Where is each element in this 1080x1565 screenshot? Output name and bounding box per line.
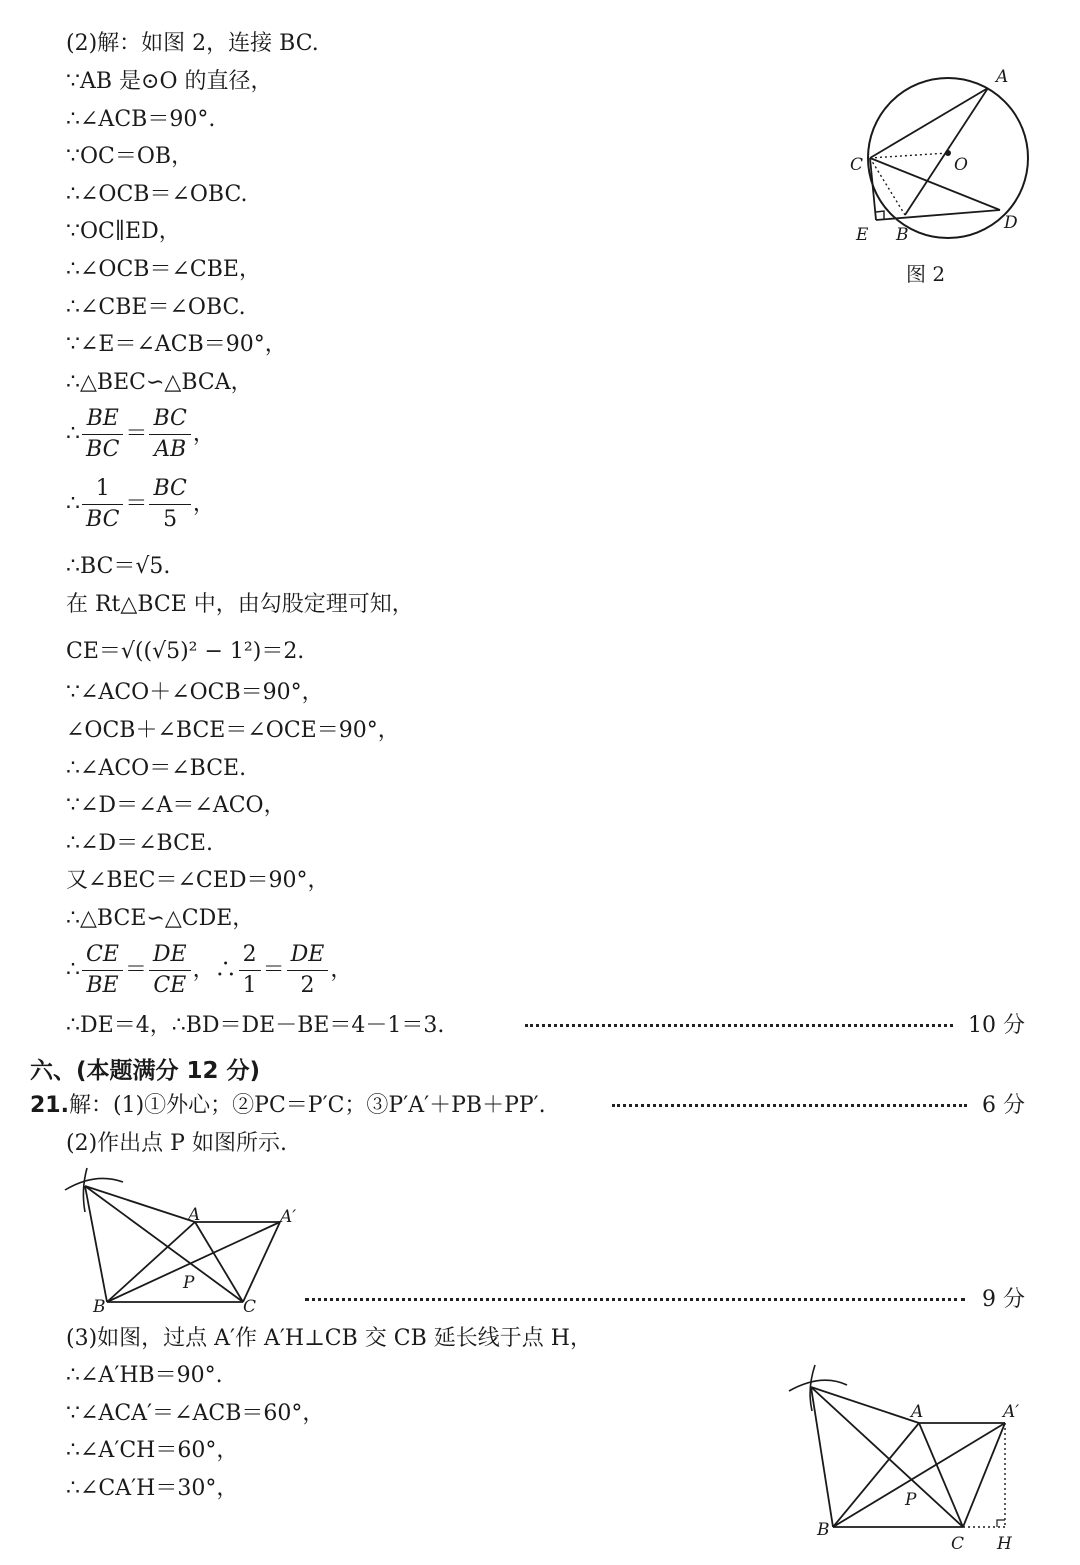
label-c: C bbox=[850, 155, 864, 175]
q21-answer-1: 解：(1)①外心；②PC＝P′C；③P′A′＋PB＋PP′. bbox=[68, 1093, 546, 1118]
therefore-symbol: ∴ bbox=[66, 491, 80, 517]
solution-line: ∴BC＝√5. bbox=[66, 554, 171, 579]
solution-line: ∵∠D＝∠A＝∠ACO， bbox=[66, 793, 286, 818]
segment-p-prime-b bbox=[85, 1186, 107, 1302]
solution-line: ∵AB 是⊙O 的直径， bbox=[66, 69, 273, 94]
segment-ac bbox=[919, 1423, 963, 1527]
right-angle-mark bbox=[997, 1520, 1005, 1527]
solution-line: ∴DE＝4，∴BD＝DE－BE＝4－1＝3. bbox=[66, 1013, 445, 1038]
numerator: DE bbox=[287, 942, 329, 971]
denominator: BE bbox=[86, 973, 119, 998]
label-e: E bbox=[856, 225, 869, 245]
figure-4-construction bbox=[785, 1355, 1055, 1555]
segment-p-prime-a bbox=[85, 1186, 195, 1222]
numerator: 1 bbox=[82, 476, 123, 505]
label-d: D bbox=[1004, 213, 1018, 233]
denominator: 1 bbox=[242, 973, 257, 998]
figure-3-construction bbox=[55, 1160, 300, 1320]
segment-co-dotted bbox=[870, 153, 948, 158]
numerator: 2 bbox=[239, 942, 261, 971]
segment-ed bbox=[876, 210, 1000, 220]
label-c: C bbox=[951, 1534, 965, 1554]
score-label: 9 分 bbox=[982, 1287, 1025, 1312]
solution-line: ∴∠OCB＝∠OBC. bbox=[66, 182, 248, 207]
segment-a-prime-c bbox=[963, 1423, 1005, 1527]
comma-therefore: ，∴ bbox=[192, 957, 237, 983]
numerator: DE bbox=[149, 942, 191, 971]
solution-line: ∠OCB＋∠BCE＝∠OCE＝90°， bbox=[66, 718, 400, 743]
solution-line: ∴△BCE∽△CDE， bbox=[66, 906, 255, 931]
fraction bbox=[149, 942, 191, 999]
equals-sign: ＝ bbox=[125, 491, 148, 517]
q21-line-6: ∴∠A′CH＝60°， bbox=[66, 1438, 239, 1463]
score-label: 6 分 bbox=[982, 1093, 1025, 1118]
denominator: AB bbox=[154, 437, 187, 462]
fraction bbox=[239, 942, 261, 999]
right-angle-mark bbox=[876, 211, 884, 219]
solution-line: 在 Rt△BCE 中，由勾股定理可知， bbox=[66, 592, 414, 617]
q21-line-7: ∴∠CA′H＝30°， bbox=[66, 1476, 239, 1501]
denominator: CE bbox=[153, 973, 187, 998]
segment-a-prime-c bbox=[243, 1222, 280, 1302]
label-o: O bbox=[954, 155, 968, 175]
q21-line-5: ∵∠ACA′＝∠ACB＝60°， bbox=[66, 1401, 325, 1426]
solution-line: ∵∠E＝∠ACB＝90°， bbox=[66, 332, 287, 357]
figure-2-caption: 图 2 bbox=[906, 262, 946, 286]
solution-line: ∴∠CBE＝∠OBC. bbox=[66, 295, 246, 320]
segment-p-prime-b bbox=[811, 1387, 833, 1527]
therefore-symbol: ∴ bbox=[66, 421, 80, 447]
label-p: P bbox=[905, 1490, 917, 1510]
segment-p-prime-c bbox=[85, 1186, 243, 1302]
label-c: C bbox=[243, 1297, 257, 1317]
segment-ac bbox=[195, 1222, 243, 1302]
q21-line-2: (2)作出点 P 如图所示. bbox=[66, 1131, 287, 1156]
fraction-equation-1 bbox=[66, 406, 215, 463]
denominator: 5 bbox=[163, 507, 178, 532]
label-a-prime: A′ bbox=[280, 1207, 297, 1227]
fraction bbox=[82, 942, 123, 999]
label-a: A bbox=[911, 1402, 924, 1422]
section-heading: 六、(本题满分 12 分) bbox=[30, 1058, 261, 1084]
q21-line-1 bbox=[30, 1092, 546, 1120]
segment-p-prime-a bbox=[811, 1387, 919, 1423]
label-h: H bbox=[997, 1534, 1012, 1554]
q21-line-3: (3)如图，过点 A′作 A′H⊥CB 交 CB 延长线于点 H， bbox=[66, 1326, 592, 1351]
score-label: 10 分 bbox=[968, 1013, 1025, 1038]
segment-ba-prime bbox=[833, 1423, 1005, 1527]
question-number: 21. bbox=[30, 1093, 69, 1118]
comma: ， bbox=[192, 421, 215, 447]
segment-p-prime-c bbox=[811, 1387, 963, 1527]
numerator: BE bbox=[82, 406, 123, 435]
center-point-o bbox=[945, 150, 951, 156]
label-b: B bbox=[817, 1520, 830, 1540]
fraction-equation-3 bbox=[66, 942, 352, 999]
equals-sign: ＝ bbox=[262, 957, 285, 983]
denominator: 2 bbox=[300, 973, 315, 998]
label-a: A bbox=[996, 67, 1009, 87]
equals-sign: ＝ bbox=[124, 957, 147, 983]
label-p: P bbox=[183, 1273, 195, 1293]
solution-line: 又∠BEC＝∠CED＝90°， bbox=[66, 868, 330, 893]
solution-line: CE＝√((√5)² − 1²)＝2. bbox=[66, 639, 305, 664]
fraction bbox=[82, 406, 123, 463]
solution-line: ∵∠ACO＋∠OCB＝90°， bbox=[66, 680, 324, 705]
fraction bbox=[287, 942, 329, 999]
solution-intro: (2)解：如图 2，连接 BC. bbox=[66, 31, 319, 56]
segment-cd bbox=[870, 158, 1000, 210]
solution-line: ∵OC∥ED， bbox=[66, 219, 181, 244]
label-a-prime: A′ bbox=[1003, 1402, 1020, 1422]
therefore-symbol: ∴ bbox=[66, 957, 80, 983]
q21-line-4: ∴∠A′HB＝90°. bbox=[66, 1363, 223, 1388]
solution-line: ∴△BEC∽△BCA， bbox=[66, 370, 253, 395]
figure-2-circle-diagram bbox=[840, 60, 1050, 250]
numerator: CE bbox=[82, 942, 123, 971]
label-a: A bbox=[188, 1205, 201, 1225]
fraction bbox=[149, 476, 190, 533]
solution-line: ∴∠ACB＝90°. bbox=[66, 107, 216, 132]
solution-line: ∵OC＝OB， bbox=[66, 144, 194, 169]
label-b: B bbox=[896, 225, 909, 245]
segment-ca bbox=[870, 88, 988, 158]
solution-line: ∴∠ACO＝∠BCE. bbox=[66, 756, 247, 781]
label-b: B bbox=[93, 1297, 106, 1317]
numerator: BC bbox=[149, 476, 190, 505]
solution-line: ∴∠D＝∠BCE. bbox=[66, 831, 213, 856]
equals-sign: ＝ bbox=[125, 421, 148, 447]
numerator: BC bbox=[149, 406, 190, 435]
fraction bbox=[82, 476, 123, 533]
denominator: BC bbox=[86, 437, 120, 462]
solution-line: ∴∠OCB＝∠CBE， bbox=[66, 257, 261, 282]
leader-dots bbox=[525, 1024, 953, 1027]
comma: ， bbox=[330, 957, 353, 983]
leader-dots bbox=[305, 1298, 965, 1301]
comma: ， bbox=[192, 491, 215, 517]
denominator: BC bbox=[86, 507, 120, 532]
fraction bbox=[149, 406, 190, 463]
fraction-equation-2 bbox=[66, 476, 215, 533]
leader-dots bbox=[612, 1104, 967, 1107]
